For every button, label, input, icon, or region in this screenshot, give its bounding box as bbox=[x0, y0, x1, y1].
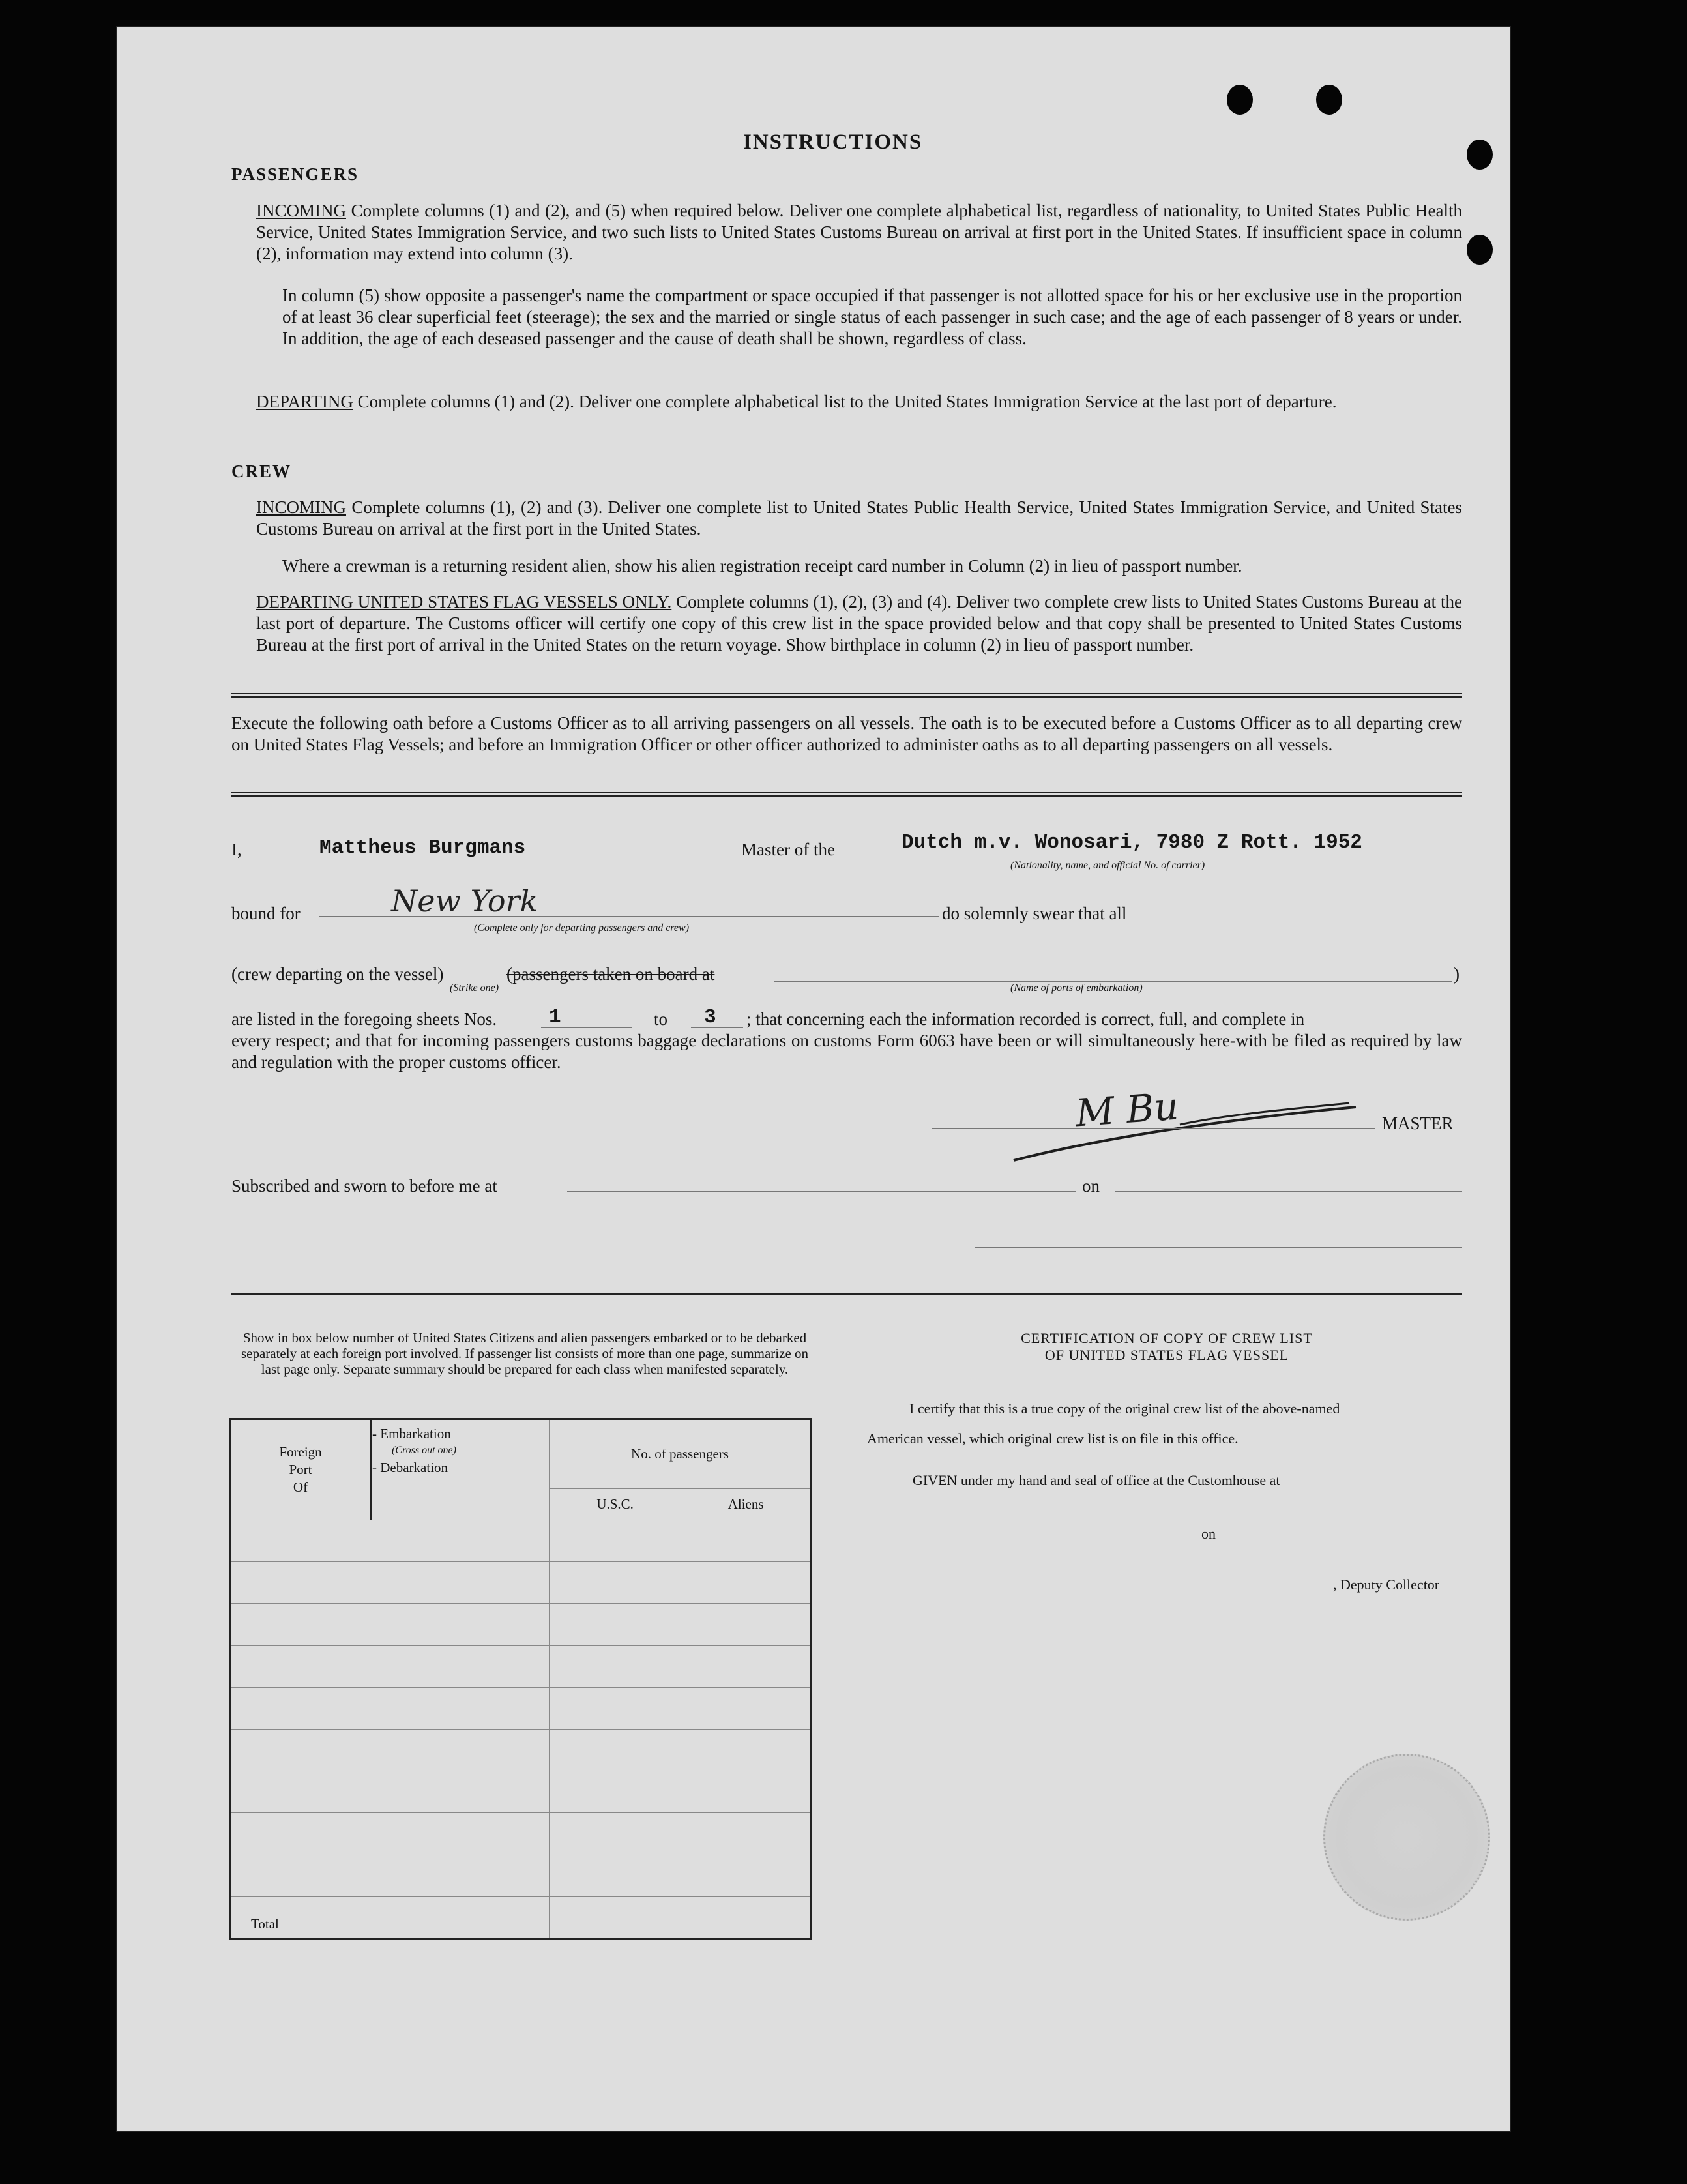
sheet-to-line bbox=[691, 1027, 743, 1028]
total-aliens-cell bbox=[681, 1896, 812, 1938]
vessel-caption: (Nationality, name, and official No. of carrier) bbox=[1010, 860, 1205, 871]
sheets-suffix: ; that concerning each the information recorded is correct, full, and complete in bbox=[746, 1009, 1305, 1029]
signature-line bbox=[932, 1128, 1375, 1129]
oath-intro: Execute the following oath before a Customs Officer as to all arriving passengers on all vessels. The oath is to be executed before a Customs Officer as to all departing crew on United States Flag Vessels; and before an Immigration Officer or other officer authorized to administer oaths as to all departing passengers on all vessels. bbox=[231, 713, 1462, 754]
table-row bbox=[231, 1730, 550, 1771]
bound-for-line bbox=[319, 916, 939, 917]
certification-text2: American vessel, which original crew list is on file in this office. bbox=[867, 1430, 1239, 1447]
punch-hole bbox=[1467, 140, 1493, 170]
crew-departing-option: (crew departing on the vessel) bbox=[231, 964, 444, 984]
cross-out-label: (Cross out one) bbox=[392, 1445, 456, 1456]
crew-departing-label: DEPARTING UNITED STATES FLAG VESSELS ONLY. bbox=[256, 592, 672, 612]
master-signature: M Bu bbox=[1074, 1084, 1180, 1136]
no-passengers-header: No. of passengers bbox=[550, 1419, 812, 1489]
crew-departing-paragraph bbox=[256, 591, 1462, 656]
certification-given: GIVEN under my hand and seal of office at the Customhouse at bbox=[913, 1472, 1280, 1488]
certification-on-label: on bbox=[1201, 1526, 1216, 1542]
table-cell bbox=[681, 1562, 812, 1604]
passengers-heading: PASSENGERS bbox=[231, 164, 359, 184]
subscribed-label: Subscribed and sworn to before me at bbox=[231, 1176, 497, 1196]
bottom-divider bbox=[231, 1293, 1462, 1295]
subscribed-on-label: on bbox=[1082, 1176, 1100, 1196]
total-usc-cell bbox=[550, 1896, 681, 1938]
certification-heading-line1: CERTIFICATION OF COPY OF CREW LIST bbox=[1021, 1330, 1313, 1346]
punch-hole bbox=[1467, 235, 1493, 265]
punch-hole bbox=[1316, 85, 1342, 115]
passengers-column5-paragraph: In column (5) show opposite a passenger's name the compartment or space occupied if that passenger is not allotted space for his or her exclusive use in the proportion of at least 36 clear superficial feet (steerage); the sex and the married or single status of each passenger in such case; and the age of each passenger of 8 years or under. In addition, the age of each deseased passenger and the cause of death shall be shown, regardless of class. bbox=[282, 286, 1462, 348]
table-row bbox=[231, 1562, 550, 1604]
embarkation-label: - Embarkation bbox=[372, 1426, 451, 1441]
passengers-incoming-paragraph bbox=[256, 200, 1462, 265]
table-cell bbox=[681, 1813, 812, 1855]
oath-i-label: I, bbox=[231, 840, 242, 859]
embarkation-header bbox=[371, 1419, 550, 1520]
bound-for-handwritten: New York bbox=[391, 883, 538, 919]
table-row bbox=[231, 1604, 550, 1645]
passengers-incoming-label: INCOMING bbox=[256, 201, 346, 220]
signature-stroke bbox=[1010, 1095, 1362, 1167]
certification-heading-line2: OF UNITED STATES FLAG VESSEL bbox=[1044, 1347, 1289, 1363]
certification-text1: I certify that this is a true copy of the original crew list of the above-named bbox=[909, 1400, 1340, 1417]
foreign-port-header bbox=[231, 1419, 371, 1520]
table-cell bbox=[681, 1771, 812, 1813]
bound-for-caption: (Complete only for departing passengers and crew) bbox=[474, 922, 690, 934]
bound-for-label: bound for bbox=[231, 904, 301, 923]
table-row bbox=[231, 1771, 550, 1813]
divider bbox=[231, 693, 1462, 698]
master-name: Mattheus Burgmans bbox=[319, 836, 526, 859]
passengers-departing-paragraph bbox=[256, 391, 1462, 413]
deputy-collector-label: , Deputy Collector bbox=[1333, 1576, 1440, 1593]
passengers-taken-option: (passengers taken on board at bbox=[506, 964, 715, 984]
aliens-header: Aliens bbox=[681, 1488, 812, 1520]
embossed-seal bbox=[1323, 1754, 1490, 1921]
table-cell bbox=[550, 1645, 681, 1687]
crew-incoming-text: Complete columns (1), (2) and (3). Deliver one complete list to United States Public Health Service, United States Immigration Service, and United States Customs Bureau on arrival at the first port in the United States. bbox=[256, 497, 1463, 539]
sheet-to: 3 bbox=[704, 1006, 716, 1029]
close-paren: ) bbox=[1454, 964, 1460, 984]
master-of-label: Master of the bbox=[741, 840, 835, 859]
table-cell bbox=[550, 1730, 681, 1771]
port-label: Port bbox=[289, 1462, 312, 1478]
crew-heading: CREW bbox=[231, 462, 292, 481]
table-cell bbox=[681, 1604, 812, 1645]
of-label: Of bbox=[293, 1479, 308, 1496]
crew-departing-text: Complete columns (1), (2), (3) and (4). Deliver two complete crew lists to United States Customs Bureau at the last port of departure. The Customs officer will certify one copy of this crew list in the space provided below and that copy shall be presented to United States Customs Bureau at the first port of arrival in the United States on the return voyage. Show birthplace in column (2) in lieu of passport number. bbox=[256, 592, 1462, 655]
to-label: to bbox=[654, 1009, 668, 1029]
punch-hole bbox=[1227, 85, 1253, 115]
passenger-summary-table bbox=[229, 1418, 812, 1940]
table-cell bbox=[550, 1771, 681, 1813]
passengers-departing-label: DEPARTING bbox=[256, 392, 353, 411]
table-cell bbox=[550, 1604, 681, 1645]
crew-incoming-label: INCOMING bbox=[256, 497, 346, 517]
subscribed-place-line bbox=[567, 1191, 1076, 1192]
ports-caption: (Name of ports of embarkation) bbox=[1010, 982, 1143, 994]
master-label: MASTER bbox=[1382, 1114, 1454, 1133]
table-cell bbox=[681, 1687, 812, 1729]
table-cell bbox=[550, 1562, 681, 1604]
crew-resident-paragraph: Where a crewman is a returning resident alien, show his alien registration receipt card number in Column (2) in lieu of passport number. bbox=[282, 556, 1242, 576]
crew-incoming-paragraph bbox=[256, 497, 1462, 540]
passengers-incoming-text: Complete columns (1) and (2), and (5) when required below. Deliver one complete alphabetical list, regardless of nationality, to United States Public Health Service, United States Immigration Service, and two such lists to United States Customs Bureau on arrival at first port in the United States. If insufficient space in column (2), information may extend into column (3). bbox=[256, 201, 1463, 263]
ports-line bbox=[774, 981, 1452, 982]
sheet-from: 1 bbox=[549, 1006, 561, 1029]
total-row bbox=[231, 1896, 550, 1938]
table-row bbox=[231, 1813, 550, 1855]
table-cell bbox=[550, 1855, 681, 1896]
table-row bbox=[231, 1687, 550, 1729]
table-row bbox=[231, 1645, 550, 1687]
sheet-from-line bbox=[541, 1027, 632, 1028]
officer-line bbox=[975, 1247, 1462, 1248]
table-cell bbox=[681, 1520, 812, 1562]
table-cell bbox=[681, 1855, 812, 1896]
table-cell bbox=[550, 1813, 681, 1855]
table-cell bbox=[681, 1645, 812, 1687]
divider bbox=[231, 792, 1462, 797]
passengers-departing-text: Complete columns (1) and (2). Deliver one complete alphabetical list to the United States Immigration Service at the last port of departure. bbox=[357, 392, 1337, 411]
swear-text: do solemnly swear that all bbox=[942, 904, 1127, 923]
subscribed-date-line bbox=[1115, 1191, 1462, 1192]
table-cell bbox=[681, 1730, 812, 1771]
certification-heading bbox=[867, 1330, 1467, 1364]
sheets-prefix: are listed in the foregoing sheets Nos. bbox=[231, 1009, 497, 1029]
strike-one-caption: (Strike one) bbox=[450, 982, 499, 994]
total-label: Total bbox=[251, 1916, 279, 1932]
usc-header: U.S.C. bbox=[550, 1488, 681, 1520]
vessel-name: Dutch m.v. Wonosari, 7980 Z Rott. 1952 bbox=[902, 831, 1362, 854]
page-title: INSTRUCTIONS bbox=[743, 130, 923, 154]
debarkation-label: - Debarkation bbox=[372, 1460, 448, 1475]
table-row bbox=[231, 1520, 550, 1562]
table-cell bbox=[550, 1520, 681, 1562]
oath-continuation: every respect; and that for incoming passengers customs baggage declarations on customs Form 6063 have been or will simultaneously here-with be filed as required by law and regulation with the proper customs officer. bbox=[231, 1031, 1462, 1072]
table-row bbox=[231, 1855, 550, 1896]
summary-intro: Show in box below number of United States Citizens and alien passengers embarked or to be debarked separately at each foreign port involved. If passenger list consists of more than one page, summarize on last page only. Separate summary should be prepared for each class when manifested separately. bbox=[241, 1330, 809, 1377]
foreign-label: Foreign bbox=[279, 1444, 322, 1460]
table-cell bbox=[550, 1687, 681, 1729]
